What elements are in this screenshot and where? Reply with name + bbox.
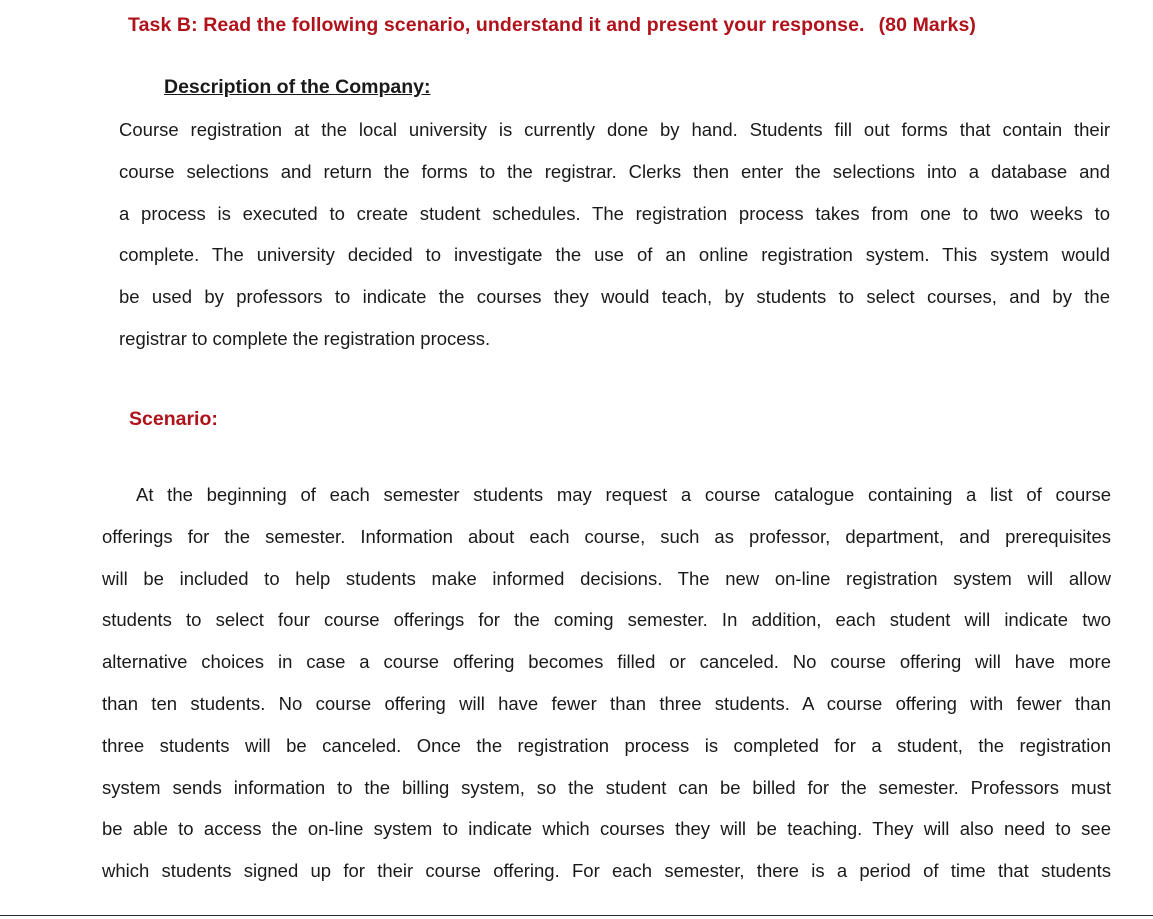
company-description-paragraph [119, 109, 1110, 360]
paragraph-line: three students will be canceled. Once the registration process is completed for a student, the registration [102, 734, 1111, 756]
paragraph-line: system sends information to the billing system, so the student can be billed for the semester. Professors must [102, 776, 1111, 798]
task-heading-text: Task B: Read the following scenario, understand it and present your response. [128, 14, 865, 36]
paragraph-line: registrar to complete the registration process. [119, 327, 491, 349]
page-bottom-divider [0, 915, 1153, 916]
paragraph-line: be able to access the on-line system to indicate which courses they will be teaching. They will also need to see [102, 818, 1111, 840]
scenario-heading: Scenario: [129, 408, 218, 430]
paragraph-line: students to select four course offerings for the coming semester. In addition, each student will indicate two [102, 609, 1111, 631]
scenario-paragraph [102, 474, 1111, 892]
task-marks: (80 Marks) [878, 14, 977, 36]
paragraph-line: will be included to help students make informed decisions. The new on-line registration system will allow [102, 567, 1111, 589]
paragraph-line: alternative choices in case a course offering becomes filled or canceled. No course offering will have more [102, 651, 1111, 673]
company-description-heading: Description of the Company: [164, 76, 431, 98]
paragraph-line: offerings for the semester. Information about each course, such as professor, department, and prerequisites [102, 525, 1111, 547]
paragraph-line: be used by professors to indicate the courses they would teach, by students to select courses, and by the [119, 286, 1110, 308]
paragraph-line: complete. The university decided to investigate the use of an online registration system. This system would [119, 244, 1110, 266]
paragraph-line: than ten students. No course offering will have fewer than three students. A course offering with fewer than [102, 692, 1111, 714]
paragraph-line: course selections and return the forms to the registrar. Clerks then enter the selections into a database and [119, 160, 1110, 182]
paragraph-line: At the beginning of each semester students may request a course catalogue containing a list of course [136, 484, 1111, 505]
task-heading [128, 14, 976, 37]
paragraph-line: which students signed up for their course offering. For each semester, there is a period of time that students [102, 860, 1111, 882]
paragraph-line: Course registration at the local university is currently done by hand. Students fill out forms that contain their [119, 119, 1110, 140]
paragraph-line: a process is executed to create student schedules. The registration process takes from one to two weeks to [119, 202, 1110, 224]
